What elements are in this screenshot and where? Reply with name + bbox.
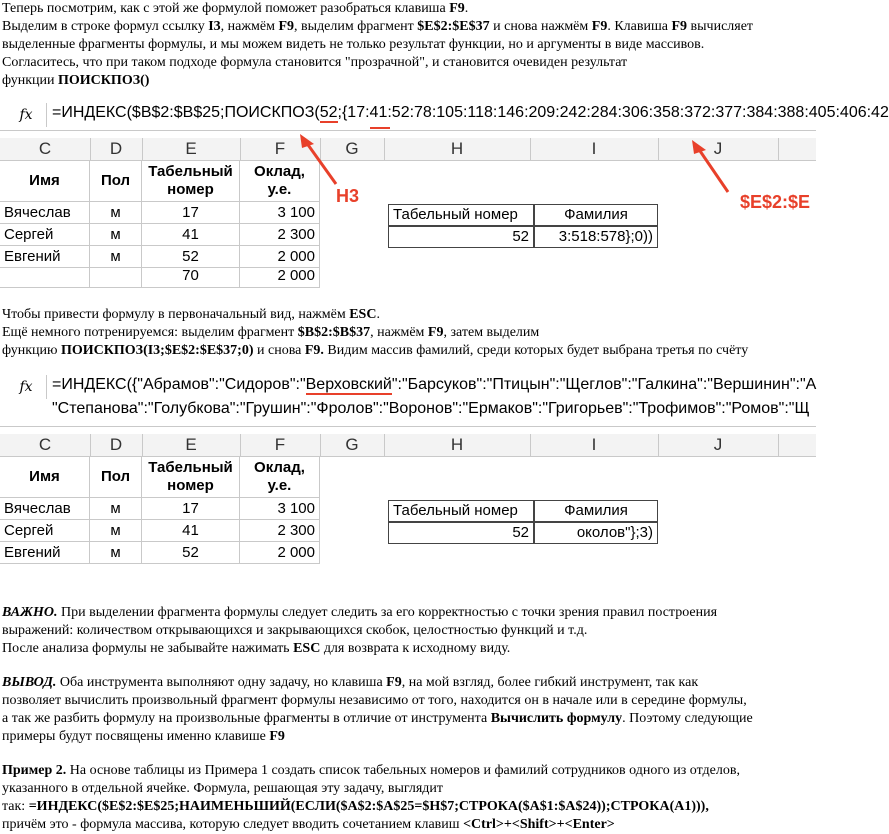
cell-tab[interactable]: 52	[142, 246, 240, 268]
annotation-h3: H3	[336, 186, 360, 206]
lookup-value[interactable]: 52	[388, 522, 534, 544]
intro-line-5: функции ПОИСКПОЗ()	[2, 73, 150, 88]
middle-line-3: функцию ПОИСКПОЗ(I3;$E$2:$E$37;0) и снова F9. Видим массив фамилий, среди которых будет выбрана третья по счёту	[2, 343, 749, 358]
header-sex[interactable]: Пол	[90, 456, 142, 498]
cell-salary[interactable]: 2 000	[240, 542, 320, 564]
conclusion-line-2: позволяет вычислить произвольный фрагмент формулы независимо от того, находится он в начале или в середине формулы,	[2, 693, 747, 708]
cell-tab[interactable]: 17	[142, 498, 240, 520]
cell-name[interactable]: Вячеслав	[0, 498, 90, 520]
lookup-result[interactable]: 3:518:578};0))	[534, 226, 658, 248]
col-header-g[interactable]: G	[320, 138, 385, 160]
col-header-j[interactable]: J	[658, 434, 779, 456]
intro-line-1: Теперь посмотрим, как с этой же формулой поможет разобраться клавиша F9.	[2, 1, 469, 16]
col-header-h[interactable]: H	[384, 434, 531, 456]
cell-name[interactable]: Евгений	[0, 542, 90, 564]
conclusion-line-1: ВЫВОД. Оба инструмента выполняют одну задачу, но клавиша F9, на мой взгляд, более гибкий инструмент, так как	[2, 675, 699, 690]
intro-line-3: выделенные фрагменты формулы, и мы можем видеть не только результат функции, но и аргументы в виде массивов.	[2, 37, 705, 52]
formula-bar	[0, 372, 816, 427]
cell-sex[interactable]: м	[90, 498, 142, 520]
cell-salary[interactable]: 2 000	[240, 268, 320, 288]
cell-salary[interactable]: 2 300	[240, 224, 320, 246]
header-tab[interactable]: Табельный номер	[142, 456, 240, 498]
intro-line-2: Выделим в строке формул ссылку I3, нажмём F9, выделим фрагмент $E$2:$E$37 и снова нажмём F9. Клавиша F9 вычисляет	[2, 19, 754, 34]
cell-name[interactable]: Сергей	[0, 224, 90, 246]
col-header-c[interactable]: C	[0, 434, 91, 456]
formula-text-line-1[interactable]: =ИНДЕКС({"Абрамов":"Сидоров":"Верховский":"Барсуков":"Птицын":"Щеглов":"Галкина":"Вершинин":"А	[52, 376, 817, 393]
arrow-range-head	[692, 140, 706, 154]
intro-line-4: Согласитесь, что при таком подходе формула становится "прозрачной", и становится очевиден результат	[2, 55, 628, 70]
cell-sex[interactable]: м	[90, 224, 142, 246]
col-header-g[interactable]: G	[320, 434, 385, 456]
header-salary[interactable]: Оклад, у.е.	[240, 160, 320, 202]
cell-sex[interactable]: м	[90, 202, 142, 224]
header-tab[interactable]: Табельный номер	[142, 160, 240, 202]
middle-line-2: Ещё немного потренируемся: выделим фрагмент $B$2:$B$37, нажмём F9, затем выделим	[2, 325, 540, 340]
cell-name[interactable]: Вячеслав	[0, 202, 90, 224]
cell-salary[interactable]: 2 000	[240, 246, 320, 268]
example-line-2: указанного в отдельной ячейке. Формула, решающая эту задачу, выглядит	[2, 781, 444, 796]
conclusion-line-3: а так же разбить формулу на произвольные фрагменты в отличие от инструмента Вычислить формулу. Поэтому следующие	[2, 711, 753, 726]
cell-salary[interactable]: 3 100	[240, 498, 320, 520]
col-header-f[interactable]: F	[240, 434, 321, 456]
cell-tab[interactable]: 41	[142, 520, 240, 542]
arrow-range	[698, 148, 728, 192]
arrow-h3	[306, 142, 336, 184]
cell-sex[interactable]: м	[90, 246, 142, 268]
col-header-j[interactable]: J	[658, 138, 779, 160]
col-header-i[interactable]: I	[530, 434, 659, 456]
cell-tab[interactable]: 52	[142, 542, 240, 564]
example-line-1: Пример 2. На основе таблицы из Примера 1 создать список табельных номеров и фамилий сотрудников одного из отделов,	[2, 763, 740, 778]
column-headers	[0, 434, 816, 457]
cell-name[interactable]: Сергей	[0, 520, 90, 542]
col-header-i[interactable]: I	[530, 138, 659, 160]
cell-salary[interactable]: 2 300	[240, 520, 320, 542]
example-line-3: так: =ИНДЕКС($E$2:$E$25;НАИМЕНЬШИЙ(ЕСЛИ($A$2:$A$25=$H$7;СТРОКА($A$1:$A$24));СТРОКА(A1))),	[2, 799, 709, 814]
important-line-1: ВАЖНО. При выделении фрагмента формулы следует следить за его корректностью с точки зрения правил построения	[2, 605, 718, 620]
col-header-e[interactable]: E	[142, 138, 241, 160]
cell-salary[interactable]: 3 100	[240, 202, 320, 224]
lookup-result[interactable]: околов"};3)	[534, 522, 658, 544]
cell-tab[interactable]: 41	[142, 224, 240, 246]
arrow-h3-head	[300, 134, 314, 148]
header-name[interactable]: Имя	[0, 456, 90, 498]
annotation-range: $E$2:$E	[740, 192, 811, 212]
cell-sex[interactable]: м	[90, 520, 142, 542]
header-sex[interactable]: Пол	[90, 160, 142, 202]
example-line-4: причём это - формула массива, которую следует вводить сочетанием клавиш <Ctrl>+<Shift>+<Enter>	[2, 817, 615, 832]
excel-screenshot-2	[0, 372, 816, 584]
col-header-d[interactable]: D	[90, 138, 143, 160]
lookup-label-tab[interactable]: Табельный номер	[388, 204, 534, 226]
excel-screenshot-1	[0, 100, 889, 288]
col-header-e[interactable]: E	[142, 434, 241, 456]
cell-tab[interactable]: 70	[142, 268, 240, 288]
annotation-arrows	[0, 100, 816, 288]
formula-text[interactable]: =ИНДЕКС($B$2:$B$25;ПОИСКПОЗ(52;{17:41:52:78:105:118:146:209:242:284:306:358:372:377:384:388:405:406:42	[52, 104, 889, 121]
important-line-2: выражений: количеством открывающихся и закрывающихся скобок, целостностью функций и т.д.	[2, 623, 588, 638]
conclusion-line-4: примеры будут посвящены именно клавише F9	[2, 729, 285, 744]
col-header-d[interactable]: D	[90, 434, 143, 456]
cell-sex[interactable]: м	[90, 542, 142, 564]
lookup-label-fam[interactable]: Фамилия	[534, 500, 658, 522]
header-salary[interactable]: Оклад, у.е.	[240, 456, 320, 498]
lookup-label-fam[interactable]: Фамилия	[534, 204, 658, 226]
fx-icon[interactable]: fx	[6, 375, 47, 399]
fx-icon[interactable]: fx	[6, 103, 47, 127]
lookup-label-tab[interactable]: Табельный номер	[388, 500, 534, 522]
lookup-value[interactable]: 52	[388, 226, 534, 248]
col-header-f[interactable]: F	[240, 138, 321, 160]
cell-tab[interactable]: 17	[142, 202, 240, 224]
col-header-h[interactable]: H	[384, 138, 531, 160]
formula-text-line-2[interactable]: "Степанова":"Голубкова":"Грушин":"Фролов":"Воронов":"Ермаков":"Григорьев":"Трофимов":"Ромов":"Щ	[52, 400, 810, 417]
cell-name[interactable]: Евгений	[0, 246, 90, 268]
important-line-3: После анализа формулы не забывайте нажимать ESC для возврата к исходному виду.	[2, 641, 511, 656]
middle-line-1: Чтобы привести формулу в первоначальный вид, нажмём ESC.	[2, 307, 380, 322]
col-header-c[interactable]: C	[0, 138, 91, 160]
header-name[interactable]: Имя	[0, 160, 90, 202]
